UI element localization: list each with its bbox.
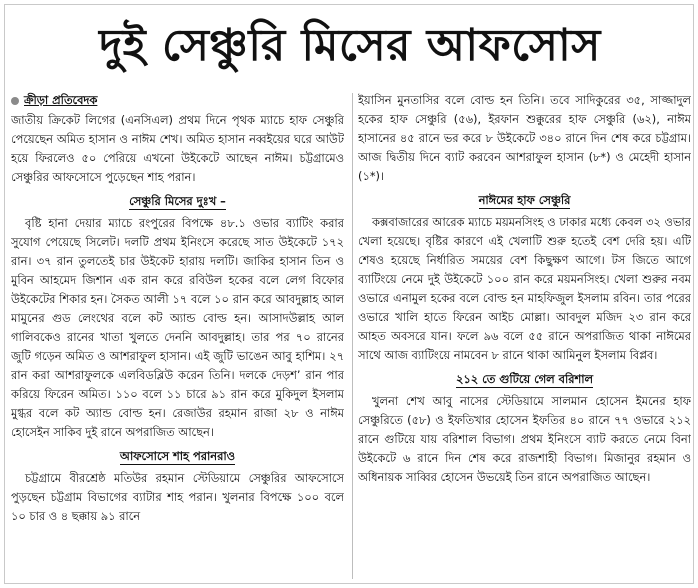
subheading-shah-poran <box>11 447 344 466</box>
column-divider <box>352 93 353 579</box>
subheading-naim <box>358 191 691 210</box>
byline-text: ক্রীড়া প্রতিবেদক <box>24 93 98 107</box>
headline: দুই সেঞ্চুরি মিসের আফসোস <box>99 20 601 71</box>
article-column-right <box>358 91 691 581</box>
paragraph-chattogram: চট্টগ্রামে বীরশ্রেষ্ঠ মতিউর রহমান স্টেডিয়ামে সেঞ্চুরির আফসোসে পুড়ছেন চট্টগ্রাম বিভাগের ব্যাটার শাহ পরান। খুলনার বিপক্ষে ১০০ বলে ১০ চার ও ৪ ছক্কায় ৯১ রানে <box>11 471 344 523</box>
bullet-icon <box>11 97 19 105</box>
paragraph-khulna: খুলনা শেখ আবু নাসের স্টেডিয়ামে সালমান হোসেন ইমনের হাফ সেঞ্চুরিতে (৫৮) ও ইফতিখার হোসেন ইফতির ৪০ রানে ৭৭ ওভারে ২১২ রানে গুটিয়ে যায় বরিশাল বিভাগ। প্রথম ইনিংসে ব্যাট করতে নেমে বিনা উইকেটে ৬ রানে দিন শেষ করে রাজশাহী বিভাগ। মিজানুর রহমান ও অধিনায়ক সাব্বির হোসেন উভয়েই তিন রানে অপরাজিত আছেন। <box>358 394 691 484</box>
news-clipping <box>4 4 694 584</box>
subheading-text: আফসোসে শাহ পরানরাও <box>119 449 236 463</box>
subheading-text: সেঞ্চুরি মিসের দুঃখ – <box>129 194 226 208</box>
subheading-text: ২১২ তে গুটিয়ে গেল বরিশাল <box>455 372 594 386</box>
paragraph-sylhet: বৃষ্টি হানা দেয়ার ম্যাচে রংপুরের বিপক্ষে ৪৮.১ ওভার ব্যাটিং করার সুযোগ পেয়েছে সিলেট। দলটি প্রথম ইনিংসে করেছে সাত উইকেটে ১৭২ রান। ৩৭ রান তুলতেই চার উইকেট হারায় দলটি। জাকির হাসান তিন ও মুবিন আহমেদ জিশান এক রান করে রবিউল হকের বলে লেগ বিফোর উইকেটের শিকার হন। সৈকত আলী ১৭ বলে ১০ রান করে আবদুল্লাহ আল মামুনের গুড লেংথের বলে কট অ্যান্ড বোল্ড হন। আসাদউল্লাহ আল গালিবকেও রানের খাতা খুলতে দেননি আবদুল্লাহ। তার পর ৭০ রানের জুটি গড়েন অমিত ও আশরাফুল হাসান। এই জুটি ভাঙেন আবু হাশিম। ২৭ রান করা আশরাফুলকে এলবিডব্লিউ করেন তিনি। দলকে দেড়শ’ রান পার করিয়ে ফিরেন অমিত। ১১০ বলে ১১ চারে ৯১ রান করে মুকিদুল ইসলাম মুগ্ধর বলে কট অ্যান্ড বোল্ড হন। রেজাউর রহমান রাজা ২৮ ও নাঈম হোসেইন সাকিব দুই রানে অপরাজিত আছেন। <box>11 216 344 439</box>
subheading-text: নাঈমের হাফ সেঞ্চুরি <box>478 193 571 207</box>
article-column-left <box>11 91 344 581</box>
byline <box>11 91 344 110</box>
paragraph-continued: ইয়াসিন মুনতাসির বলে বোল্ড হন তিনি। তবে সাদিকুরের ৩৫, সাজ্জাদুল হকের হাফ সেঞ্চুরি (৫৬), ইরফান শুক্কুরের হাফ সেঞ্চুরি (৬২), নাঈম হাসানের ৪৫ রানে ভর করে ৮ উইকেটে ৩৪০ রানে দিন শেষ করে চট্টগ্রাম। আজ দ্বিতীয় দিনে ব্যাট করবেন আশরাফুল হাসান (৮*) ও মেহেদী হাসান (১*)। <box>358 93 691 183</box>
paragraph-mymensingh: কক্সবাজারের আরেক ম্যাচে ময়মনসিংহ ও ঢাকার মধ্যে কেবল ৩২ ওভার খেলা হয়েছে। বৃষ্টির কারণে এই খেলাটি শুরু হতেই বেশ দেরি হয়। এটি শেষও হয়েছে নির্ধারিত সময়ের বেশ কিছুক্ষণ আগে। টস জিতে আগে ব্যাটিংয়ে নেমে দুই উইকেটে ১০০ রান করে ময়মনসিংহ। খেলা শুরুর নবম ওভারে এনামুল হকের বলে বোল্ড হন মাহফিজুল ইসলাম রবিন। তার পরের ওভারে খালি হাতে ফিরেন আইচ মোল্লা। আবদুল মজিদ ২৩ রান করে আহত অবসরে যান। ফলে ৯৬ বলে ৫৫ রানে অপরাজিত থাকা নাঈমের সাথে আজ ব্যাটিংয়ে নামবেন ৮ রানে থাকা আমিনুল ইসলাম বিপ্লব। <box>358 215 691 362</box>
paragraph-intro: জাতীয় ক্রিকেট লিগের (এনসিএল) প্রথম দিনে পৃথক ম্যাচে হাফ সেঞ্চুরি পেয়েছেন অমিত হাসান ও নাঈম শেখ। অমিত হাসান নব্বইয়ের ঘরে আউট হয়ে ফিরলেও ৫০ পেরিয়ে এখনো উইকেটে আছেন নাঈম। চট্টগ্রামেও সেঞ্চুরির আফসোসে পুড়েছেন শাহ পরান। <box>11 113 344 184</box>
subheading-century-miss <box>11 192 344 211</box>
subheading-barishal <box>358 370 691 389</box>
